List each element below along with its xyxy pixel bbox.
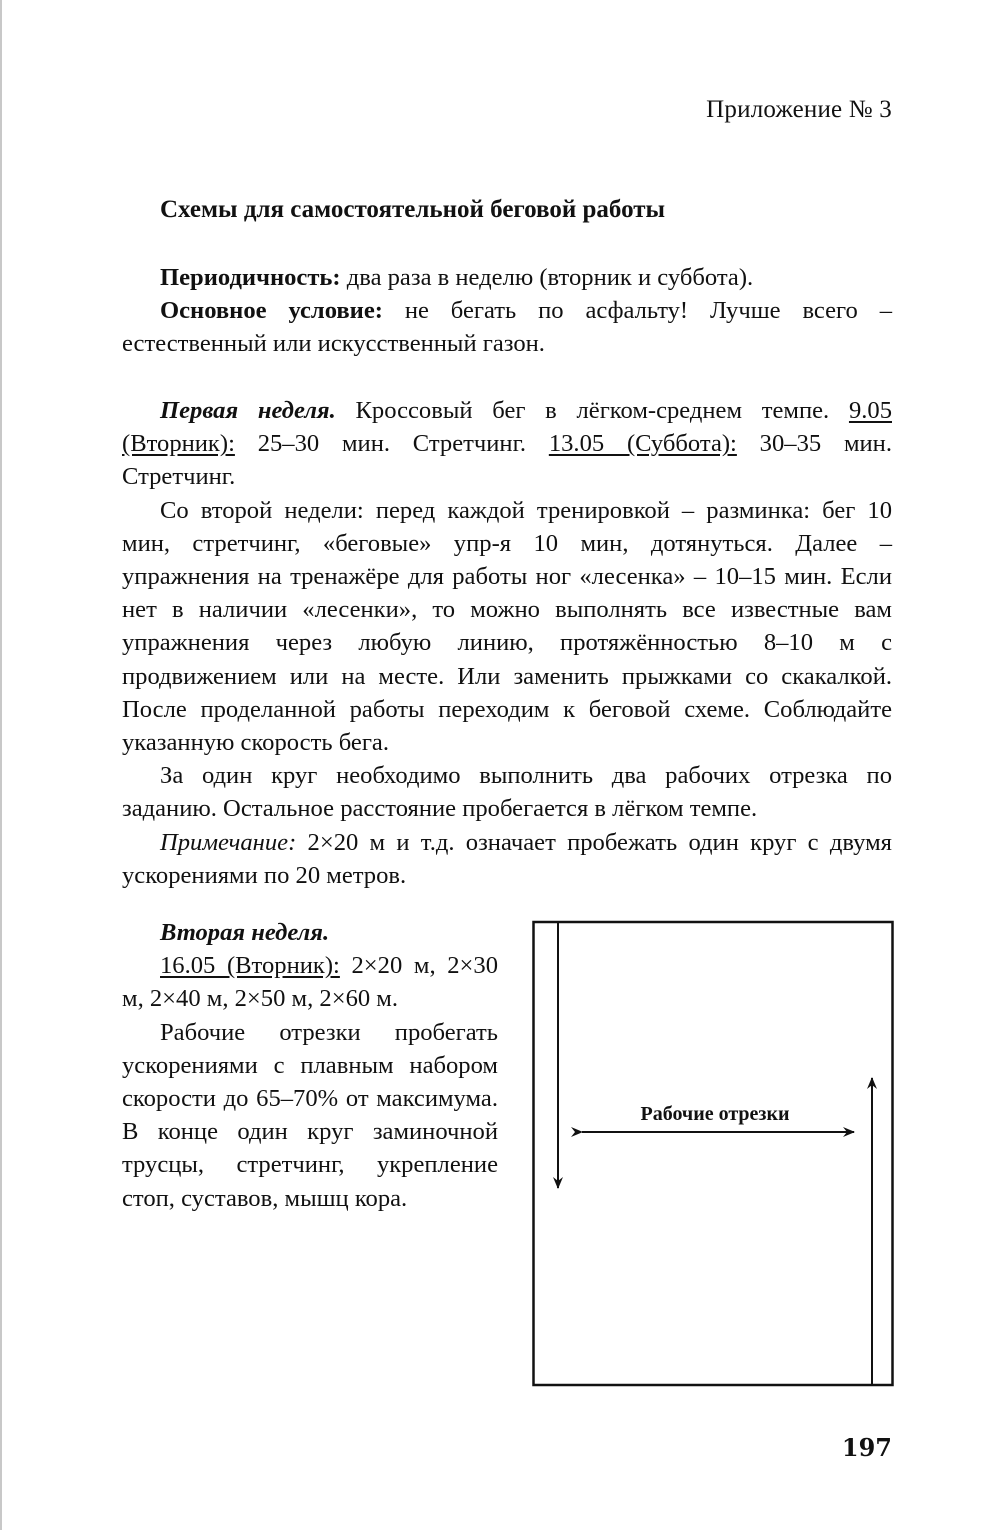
week1-section — [122, 394, 892, 892]
note-label: Примечание: — [160, 828, 297, 856]
condition-paragraph — [122, 294, 892, 360]
week2-paragraph: Рабочие отрезки пробегать ускорениями с плавным набором скорости до 65–70% от максимума. В конце один круг заминочной трусцы, стретчинг, укрепление стоп, суставов, мышц кора. — [122, 1018, 498, 1212]
periodicity-label: Периодичность: — [160, 264, 341, 291]
page-edge — [0, 0, 2, 1530]
condition-label: Основное условие: — [160, 297, 383, 325]
condition-text: не бегать по асфальту! Лучше всего – естественный или искусственный газон. — [122, 297, 892, 358]
week1-day2-label: 13.05 (Суббота): — [548, 430, 737, 458]
week1-intro-paragraph — [122, 394, 892, 494]
week2-day-label: 16.05 (Вторник): — [160, 952, 340, 980]
week2-section — [122, 916, 498, 1215]
periodicity-paragraph — [122, 261, 892, 294]
running-scheme-diagram — [532, 920, 894, 1388]
lap-paragraph: За один круг необходимо выполнить два рабочих отрезка по заданию. Остальное расстояние пробегается в лёгком темпе. — [122, 762, 892, 823]
page-number: 197 — [841, 1433, 892, 1462]
periodicity-text: два раза в неделю (вторник и суббота). — [340, 264, 754, 291]
week1-day1-text: 25–30 мин. Стретчинг. — [234, 430, 549, 458]
track-outline — [534, 922, 893, 1385]
note-text: 2×20 м и т.д. означает пробежать один круг с двумя ускорениями по 20 метров. — [122, 828, 892, 889]
week2-day-paragraph — [122, 949, 498, 1015]
work-segment-label: Рабочие отрезки — [640, 1103, 790, 1125]
warmup-paragraph: Со второй недели: перед каждой тренировкой – разминка: бег 10 мин, стретчинг, «беговые» упр-я 10 мин, дотянуться. Далее – упражнения на тренажёре для работы ног «лесенка» – 10–15 мин. Если нет в наличии «лесенки», то можно выполнять все известные вам упражнения через любую линию, протяжённостью 8–10 м с продвижением или на месте. Или заменить прыжками со скакалкой. После проделанной работы переходим к беговой схеме. Соблюдайте указанную скорость бега. — [122, 496, 892, 757]
page-title: Схемы для самостоятельной беговой работы — [160, 196, 666, 223]
week2-day-text: 2×20 м, 2×30 м, 2×40 м, 2×50 м, 2×60 м. — [122, 952, 498, 1013]
week2-heading-paragraph — [122, 916, 498, 949]
week2-heading: Вторая неделя. — [160, 919, 330, 946]
week1-heading-text: Кроссовый бег в лёгком-среднем темпе. — [335, 397, 830, 424]
intro-section — [122, 261, 892, 361]
week1-day1-label: 9.05 (Вторник): — [122, 397, 892, 458]
week1-heading: Первая неделя. — [160, 397, 336, 424]
week1-day2-text: 30–35 мин. Стретчинг. — [122, 430, 892, 491]
note-paragraph — [122, 826, 892, 892]
appendix-label: Приложение № 3 — [706, 96, 892, 123]
